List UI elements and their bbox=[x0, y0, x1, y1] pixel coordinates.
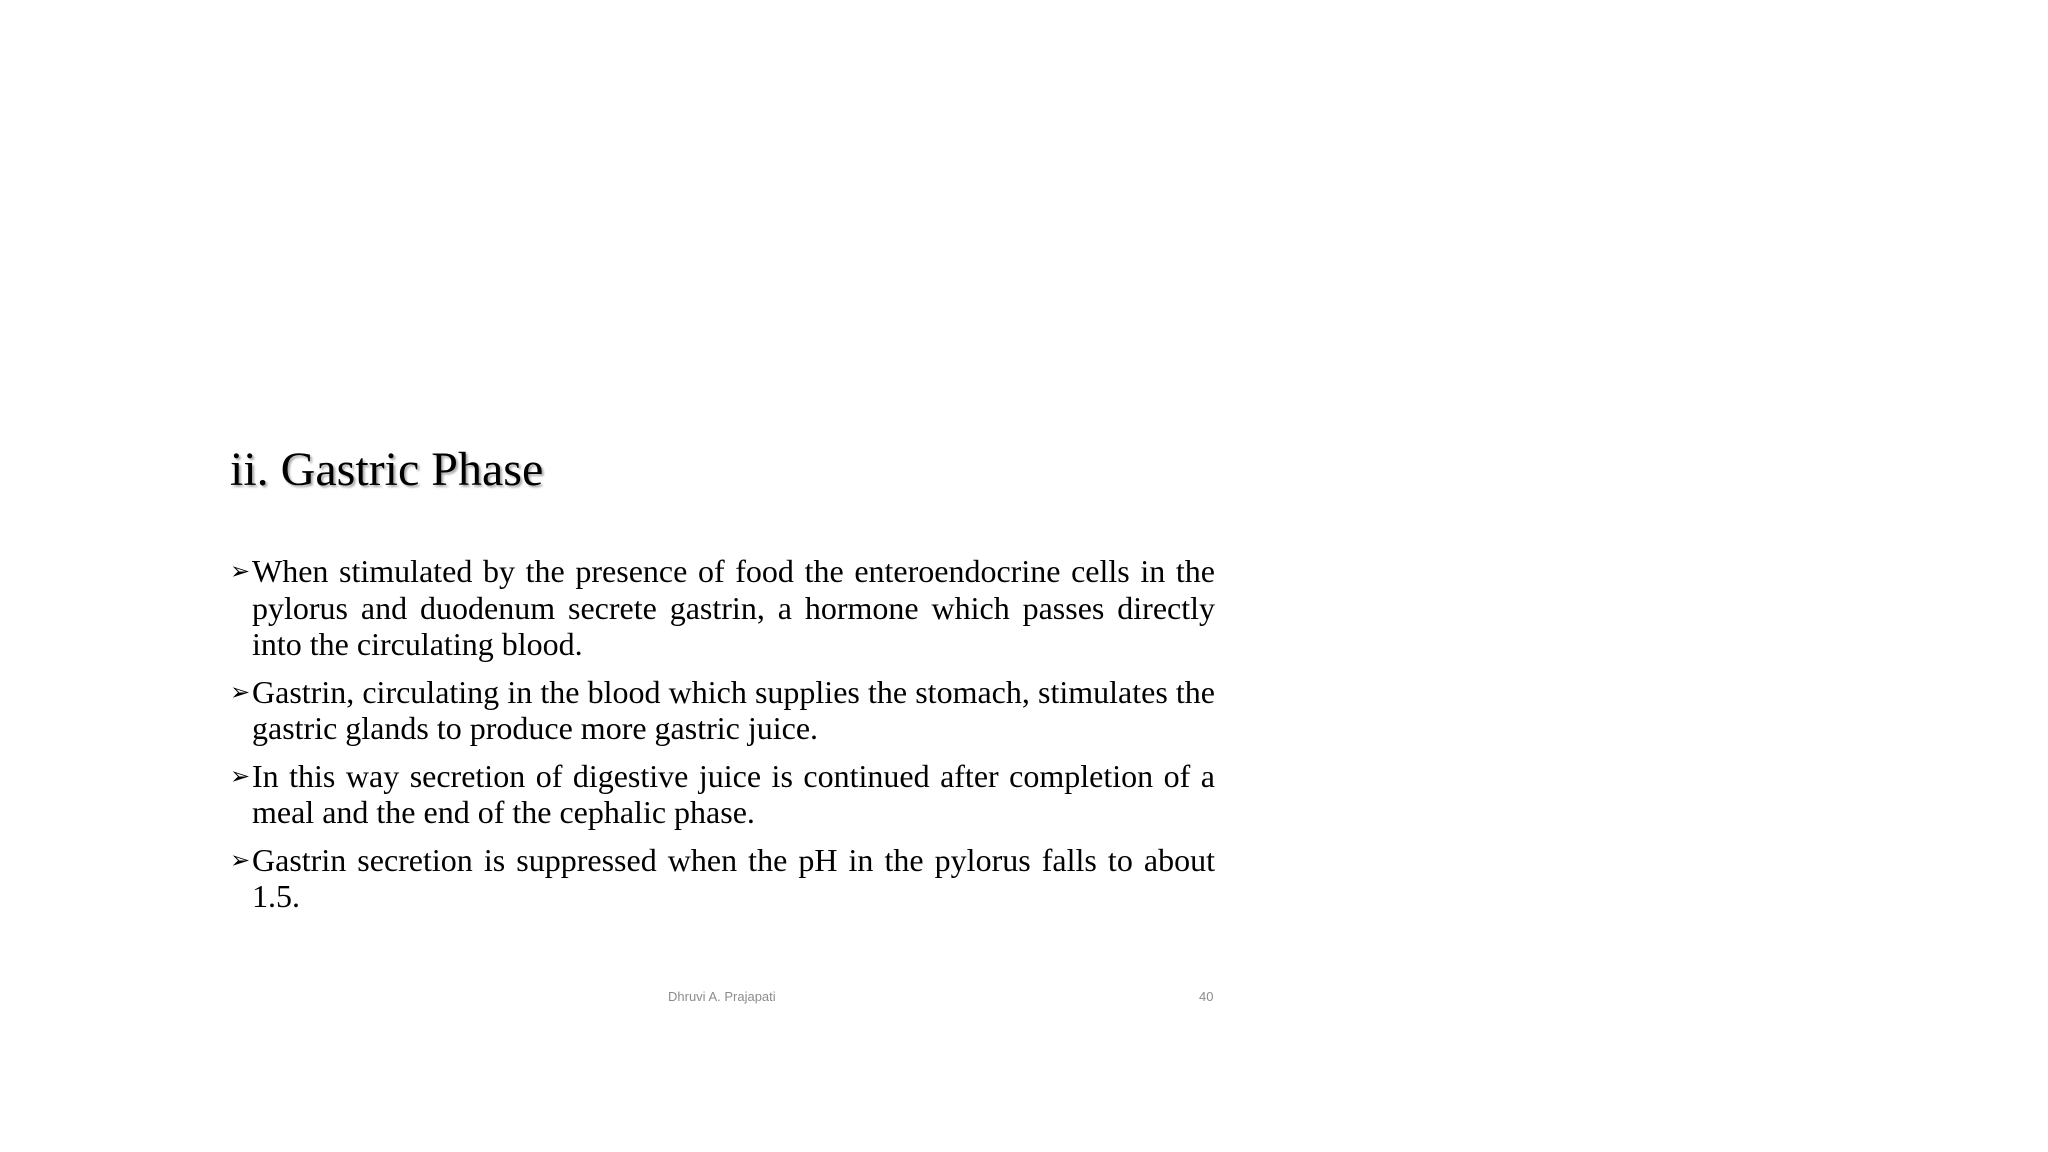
bullet-text: Gastrin secretion is suppressed when the pH in the pylorus falls to about 1.5. bbox=[252, 841, 1215, 914]
bullet-list bbox=[230, 553, 1215, 926]
arrowhead-bullet-icon: ➢ bbox=[230, 677, 251, 706]
bullet-item bbox=[230, 553, 1215, 663]
bullet-item bbox=[230, 842, 1215, 915]
footer-author: Dhruvi A. Prajapati bbox=[668, 989, 776, 1004]
arrowhead-bullet-icon: ➢ bbox=[230, 845, 251, 874]
slide-title: ii. Gastric Phase bbox=[230, 443, 544, 496]
bullet-item bbox=[230, 758, 1215, 831]
bullet-text: In this way secretion of digestive juice is continued after completion of a meal and the end of the cephalic phase. bbox=[252, 757, 1215, 830]
bullet-text: Gastrin, circulating in the blood which supplies the stomach, stimulates the gastric glands to produce more gastric juice. bbox=[252, 673, 1215, 746]
arrowhead-bullet-icon: ➢ bbox=[230, 557, 251, 585]
bullet-text: When stimulated by the presence of food the enteroendocrine cells in the pylorus and duodenum secrete gastrin, a hormone which passes directly into the circulating blood. bbox=[252, 553, 1215, 662]
bullet-item bbox=[230, 674, 1215, 747]
arrowhead-bullet-icon: ➢ bbox=[230, 761, 251, 790]
page-number: 40 bbox=[1199, 989, 1214, 1004]
